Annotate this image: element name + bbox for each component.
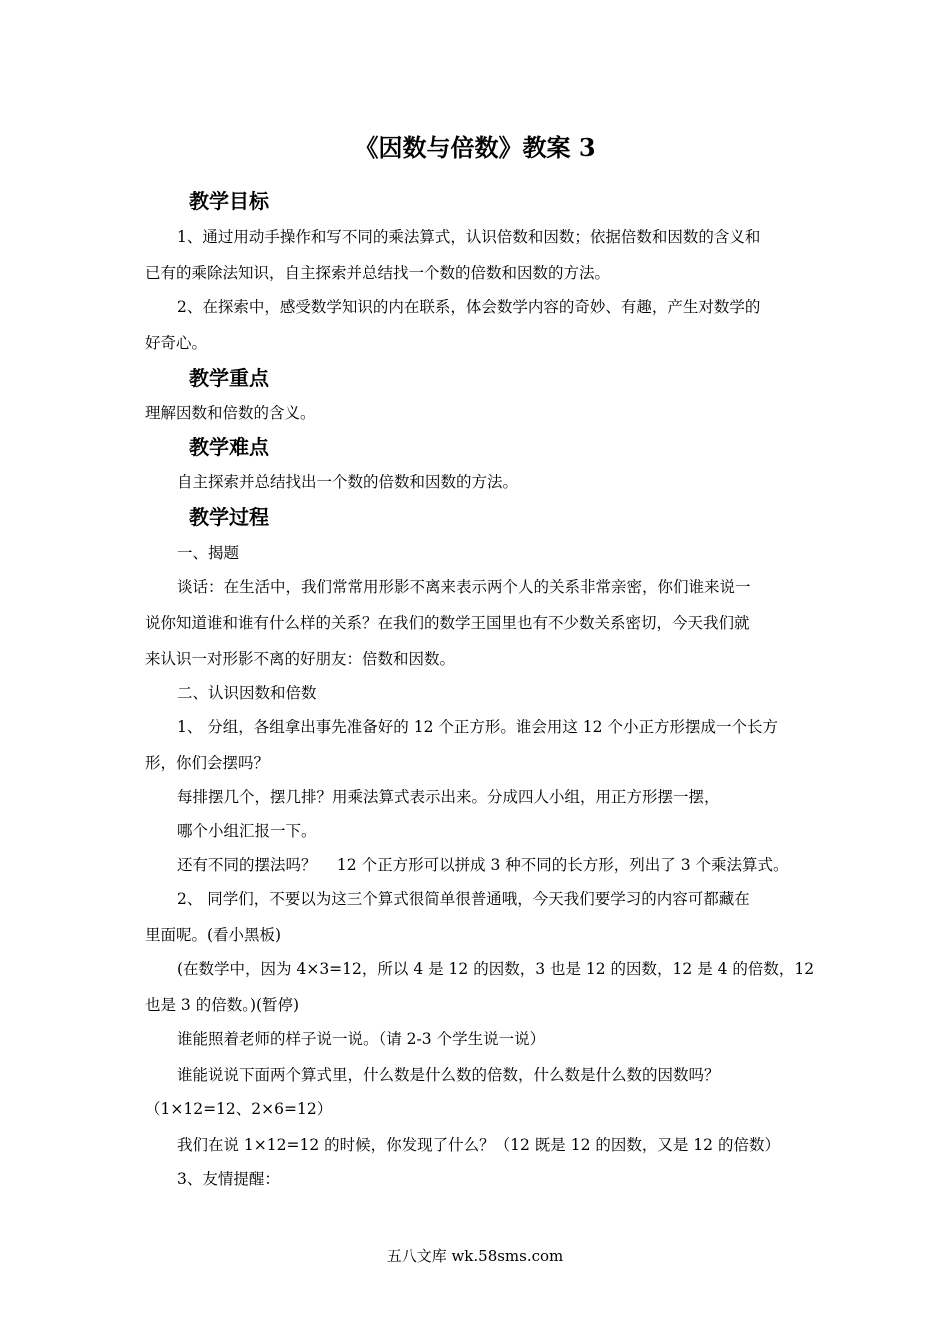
process-line: 形，你们会摆吗？ xyxy=(145,754,270,772)
process-line: 也是 3 的倍数。)(暂停) xyxy=(145,996,300,1014)
process-line: 3、友情提醒： xyxy=(177,1170,280,1188)
process-line: 谈话：在生活中，我们常常用形影不离来表示两个人的关系非常亲密，你们谁来说一 xyxy=(177,578,751,596)
key-points-line: 理解因数和倍数的含义。 xyxy=(145,404,316,422)
process-line: 我们在说 1×12=12 的时候，你发现了什么？（12 既是 12 的因数，又是 12 的倍数） xyxy=(177,1136,780,1154)
process-line: (在数学中，因为 4×3=12，所以 4 是 12 的因数，3 也是 12 的因数，12 是 4 的倍数，12 xyxy=(177,960,815,978)
process-line: 哪个小组汇报一下。 xyxy=(177,822,317,840)
section-heading-difficulties: 教学难点 xyxy=(189,435,269,459)
process-line: 2、 同学们，不要以为这三个算式很简单很普通哦，今天我们要学习的内容可都藏在 xyxy=(177,890,750,908)
process-line: 1、 分组，各组拿出事先准备好的 12 个正方形。谁会用这 12 个小正方形摆成一个长方 xyxy=(177,718,778,736)
objectives-line: 已有的乘除法知识，自主探索并总结找一个数的倍数和因数的方法。 xyxy=(145,264,611,282)
objectives-line: 1、通过用动手操作和写不同的乘法算式，认识倍数和因数；依据倍数和因数的含义和 xyxy=(177,228,761,246)
process-line: 来认识一对形影不离的好朋友：倍数和因数。 xyxy=(145,650,456,668)
process-line: 谁能照着老师的样子说一说。（请 2-3 个学生说一说） xyxy=(177,1030,546,1048)
process-line: 二、认识因数和倍数 xyxy=(177,684,317,702)
section-heading-objectives: 教学目标 xyxy=(189,189,269,213)
document-title: 《因数与倍数》教案 3 xyxy=(354,133,596,162)
process-line: 谁能说说下面两个算式里，什么数是什么数的倍数，什么数是什么数的因数吗？ xyxy=(177,1066,720,1084)
process-line: （1×12=12、2×6=12） xyxy=(145,1100,333,1118)
process-line: 一、揭题 xyxy=(177,544,240,562)
process-line: 还有不同的摆法吗？ 12 个正方形可以拼成 3 种不同的长方形，列出了 3 个乘法算式。 xyxy=(177,856,789,874)
section-heading-key-points: 教学重点 xyxy=(189,366,269,390)
difficulties-line: 自主探索并总结找出一个数的倍数和因数的方法。 xyxy=(177,473,519,491)
objectives-line: 好奇心。 xyxy=(145,334,208,352)
page-footer: 五八文库 wk.58sms.com xyxy=(386,1247,564,1265)
process-line: 说你知道谁和谁有什么样的关系？在我们的数学王国里也有不少数关系密切，今天我们就 xyxy=(145,614,750,632)
objectives-line: 2、在探索中，感受数学知识的内在联系，体会数学内容的奇妙、有趣，产生对数学的 xyxy=(177,298,761,316)
process-line: 每排摆几个，摆几排？用乘法算式表示出来。分成四人小组，用正方形摆一摆， xyxy=(177,788,720,806)
process-line: 里面呢。(看小黑板) xyxy=(145,926,282,944)
section-heading-process: 教学过程 xyxy=(189,505,269,529)
